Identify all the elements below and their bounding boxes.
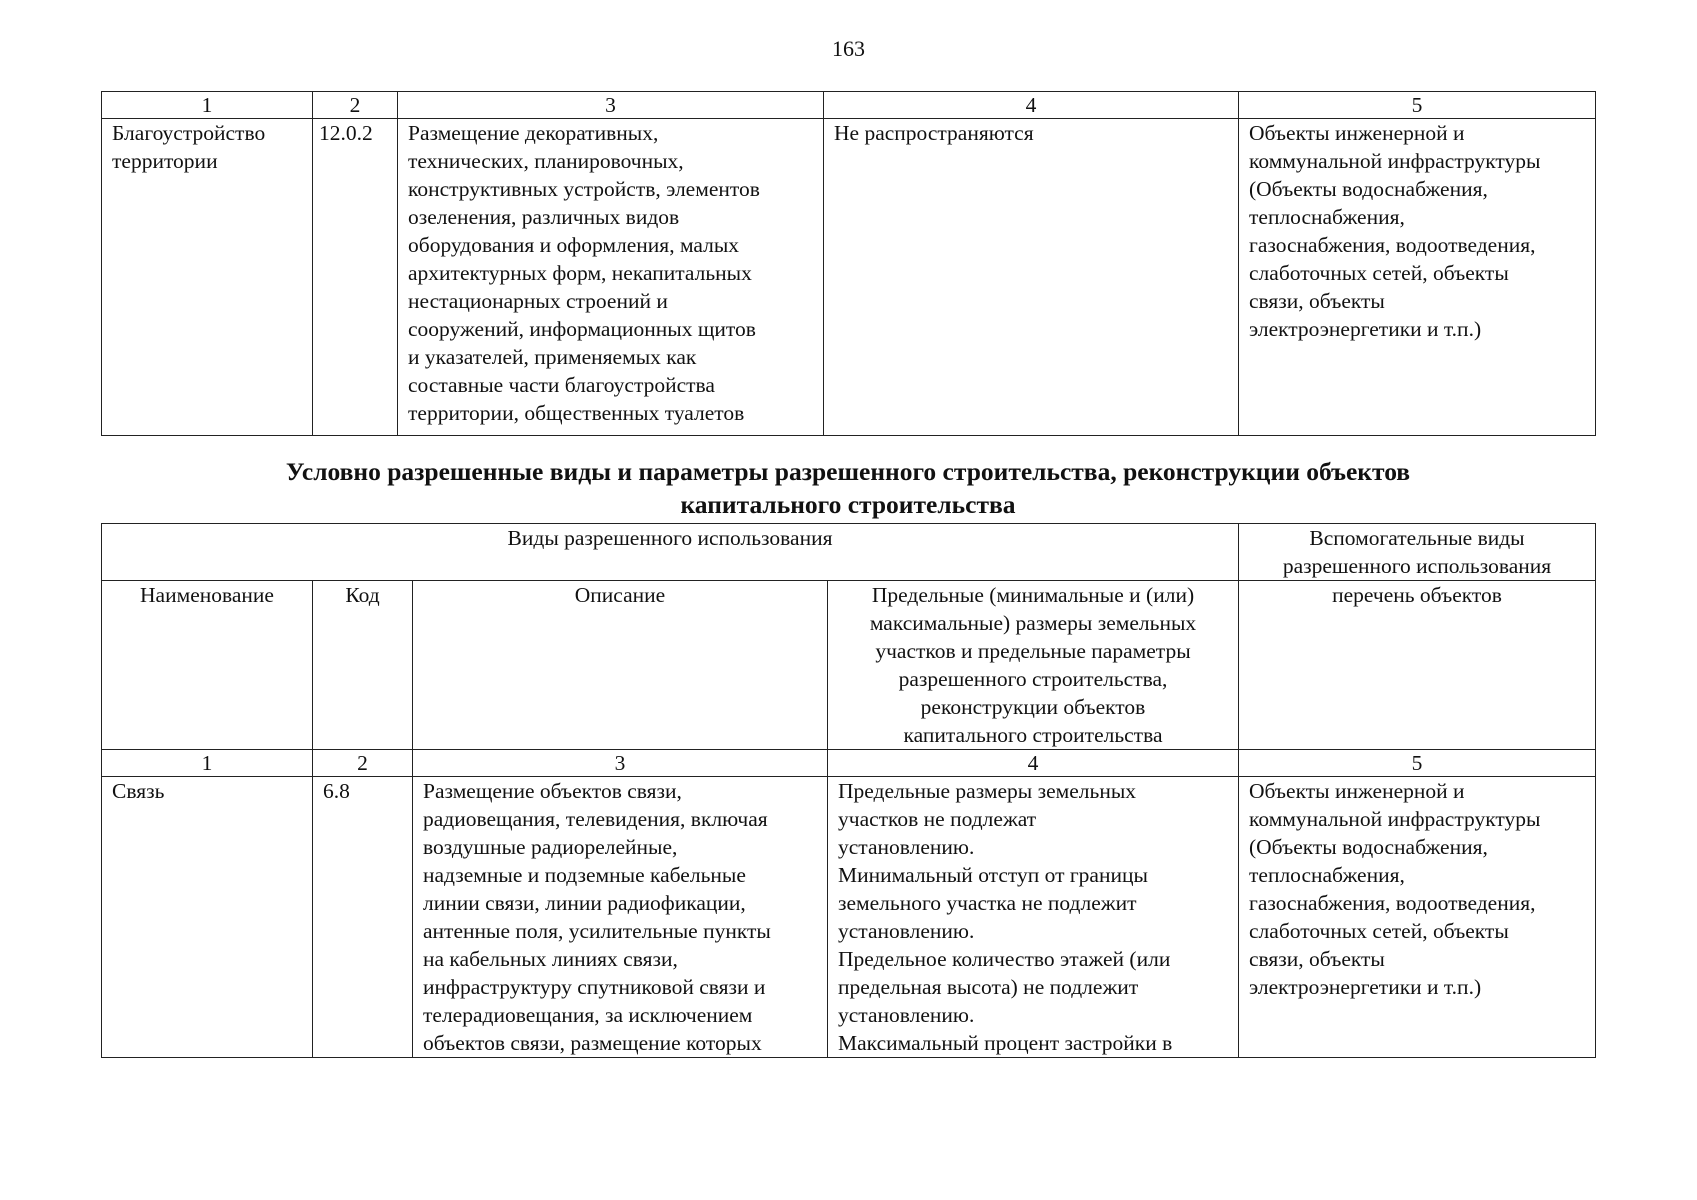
text-line: установлению.: [838, 1003, 975, 1027]
text-line: Предельные размеры земельных: [838, 779, 1137, 803]
aux-header: [1239, 524, 1596, 581]
text-line: связи, объекты: [1249, 289, 1385, 313]
text-line: Предельные (минимальные и (или): [871, 583, 1195, 607]
text-line: воздушные радиорелейные,: [423, 835, 678, 859]
text-line: Благоустройство: [112, 121, 266, 145]
cell-auxiliary: [1239, 777, 1596, 1058]
col-number: 5: [1239, 750, 1596, 777]
text-line: земельного участка не подлежит: [838, 891, 1137, 915]
table-continued: [101, 91, 1596, 436]
text-line: Размещение декоративных,: [408, 121, 659, 145]
text-line: Максимальный процент застройки в: [838, 1031, 1173, 1055]
col-number: 3: [413, 750, 828, 777]
header-name: Наименование: [102, 581, 313, 750]
cell-code: 6.8: [313, 777, 413, 1058]
text-line: теплоснабжения,: [1249, 863, 1405, 887]
cell-params: [824, 119, 1239, 436]
text-line: (Объекты водоснабжения,: [1249, 835, 1488, 859]
group-header-row: [102, 524, 1596, 581]
sub-header-row: [102, 581, 1596, 750]
text-line: архитектурных форм, некапитальных: [408, 261, 752, 285]
header-description: Описание: [413, 581, 828, 750]
text-line: и указателей, применяемых как: [408, 345, 697, 369]
text-line: установлению.: [838, 835, 975, 859]
table-column-numbers: [102, 92, 1596, 119]
text-line: озеленения, различных видов: [408, 205, 680, 229]
text-line: технических, планировочных,: [408, 149, 684, 173]
text-line: объектов связи, размещение которых: [423, 1031, 762, 1055]
text-line: газоснабжения, водоотведения,: [1249, 891, 1536, 915]
text-line: участков и предельные параметры: [875, 639, 1191, 663]
header-code: Код: [313, 581, 413, 750]
text-line: телерадиовещания, за исключением: [423, 1003, 753, 1027]
col-number: 1: [102, 92, 313, 119]
col-number: 4: [824, 92, 1239, 119]
text-line: коммунальной инфраструктуры: [1249, 149, 1541, 173]
text-line: предельная высота) не подлежит: [838, 975, 1139, 999]
cell-name: Связь: [102, 777, 313, 1058]
conditional-uses-table: [101, 523, 1596, 1058]
table-row: [102, 777, 1596, 1058]
text-line: реконструкции объектов: [920, 695, 1146, 719]
cell-name: [102, 119, 313, 436]
text-line: Объекты инженерной и: [1249, 779, 1465, 803]
section-title: [101, 455, 1595, 521]
text-line: конструктивных устройств, элементов: [408, 177, 760, 201]
text-line: слаботочных сетей, объекты: [1249, 919, 1509, 943]
text-line: Не распространяются: [834, 121, 1034, 145]
text-line: разрешенного использования: [1282, 554, 1552, 578]
text-line: нестационарных строений и: [408, 289, 668, 313]
cell-params: [828, 777, 1239, 1058]
header-params: [828, 581, 1239, 750]
text-line: на кабельных линиях связи,: [423, 947, 678, 971]
text-line: сооружений, информационных щитов: [408, 317, 756, 341]
col-number: 2: [313, 750, 413, 777]
col-number: 4: [828, 750, 1239, 777]
cell-description: [413, 777, 828, 1058]
text-line: Предельное количество этажей (или: [838, 947, 1171, 971]
title-line: Условно разрешенные виды и параметры разрешенного строительства, реконструкции объектов: [285, 457, 1411, 486]
text-line: электроэнергетики и т.п.): [1249, 975, 1482, 999]
title-line: капитального строительства: [680, 490, 1016, 519]
text-line: надземные и подземные кабельные: [423, 863, 746, 887]
col-number: 3: [398, 92, 824, 119]
text-line: радиовещания, телевидения, включая: [423, 807, 768, 831]
text-line: связи, объекты: [1249, 947, 1385, 971]
text-line: Размещение объектов связи,: [423, 779, 682, 803]
page-number: 163: [832, 36, 865, 61]
text-line: установлению.: [838, 919, 975, 943]
col-number: 5: [1239, 92, 1596, 119]
text-line: инфраструктуру спутниковой связи и: [423, 975, 766, 999]
text-line: территории, общественных туалетов: [408, 401, 745, 425]
header-aux-list: перечень объектов: [1239, 581, 1596, 750]
text-line: оборудования и оформления, малых: [408, 233, 740, 257]
text-line: (Объекты водоснабжения,: [1249, 177, 1488, 201]
text-line: коммунальной инфраструктуры: [1249, 807, 1541, 831]
cell-description: [398, 119, 824, 436]
text-line: линии связи, линии радиофикации,: [423, 891, 746, 915]
text-line: капитального строительства: [903, 723, 1163, 747]
col-number: 1: [102, 750, 313, 777]
group-header: Виды разрешенного использования: [102, 524, 1239, 581]
text-line: участков не подлежат: [838, 807, 1037, 831]
text-line: Минимальный отступ от границы: [838, 863, 1148, 887]
text-line: антенные поля, усилительные пункты: [423, 919, 771, 943]
text-line: составные части благоустройства: [408, 373, 715, 397]
text-line: слаботочных сетей, объекты: [1249, 261, 1509, 285]
cell-auxiliary: [1239, 119, 1596, 436]
text-line: территории: [112, 149, 218, 173]
text-line: Объекты инженерной и: [1249, 121, 1465, 145]
text-line: газоснабжения, водоотведения,: [1249, 233, 1536, 257]
text-line: Вспомогательные виды: [1309, 526, 1525, 550]
text-line: электроэнергетики и т.п.): [1249, 317, 1482, 341]
text-line: максимальные) размеры земельных: [869, 611, 1197, 635]
text-line: теплоснабжения,: [1249, 205, 1405, 229]
text-line: разрешенного строительства,: [898, 667, 1168, 691]
table-column-numbers: [102, 750, 1596, 777]
cell-code: 12.0.2: [313, 119, 398, 436]
col-number: 2: [313, 92, 398, 119]
table-row: [102, 119, 1596, 436]
